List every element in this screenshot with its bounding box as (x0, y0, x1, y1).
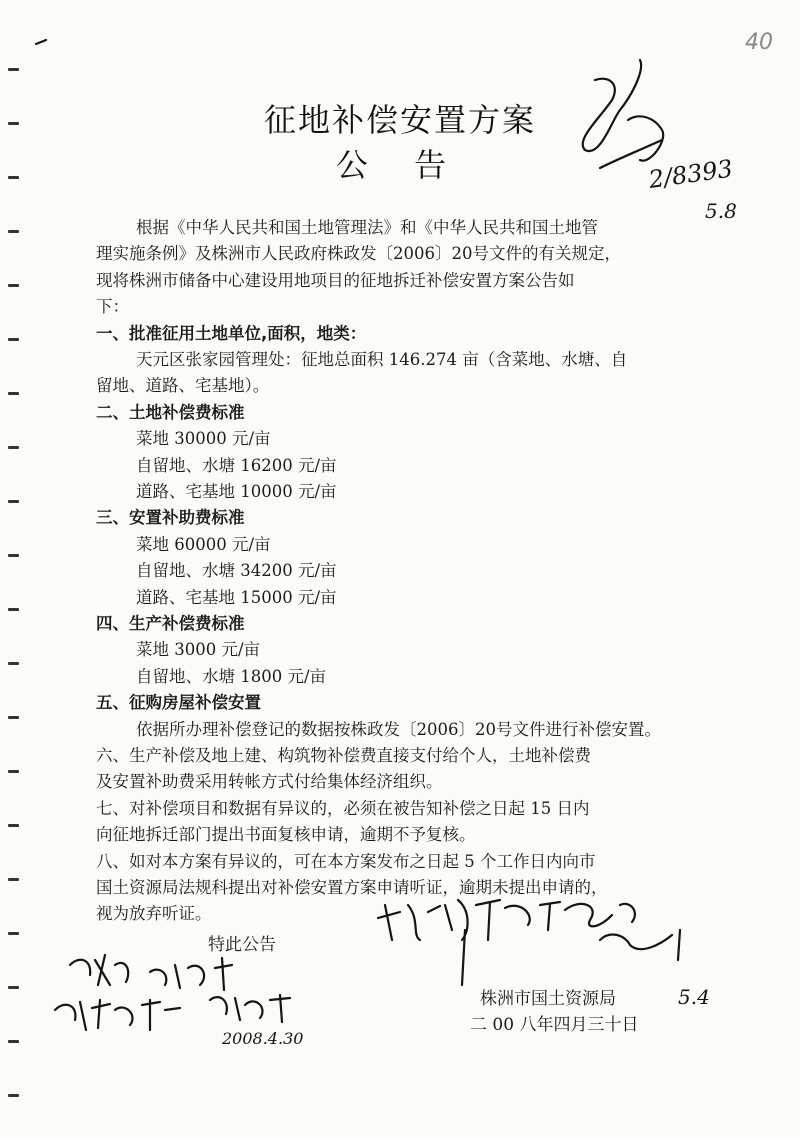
svg-text:2/8393: 2/8393 (646, 154, 735, 194)
body-line: 道路、宅基地 10000 元/亩 (136, 482, 337, 501)
body-line: 理实施条例》及株洲市人民政府株政发〔2006〕20号文件的有关规定， (96, 244, 621, 264)
body-line: 及安置补助费采用转帐方式付给集体经济组织。 (96, 772, 443, 792)
body-line: 现将株洲市储备中心建设用地项目的征地拆迁补偿安置方案公告如 (96, 270, 575, 290)
body-line: 向征地拆迁部门提出书面复核申请，逾期不予复核。 (96, 825, 476, 845)
body-line: 依据所办理补偿登记的数据按株政发〔2006〕20号文件进行补偿安置。 (136, 719, 661, 739)
body-line: 自留地、水塘 16200 元/亩 (136, 455, 337, 475)
body-line: 菜地 30000 元/亩 (136, 429, 271, 449)
document-subtitle: 公 告 (335, 146, 465, 184)
body-line: 自留地、水塘 1800 元/亩 (136, 666, 327, 686)
section-heading: 四、生产补偿费标准 (96, 614, 245, 633)
special-notice: 特此公告 (208, 935, 276, 955)
body-line: 天元区张家园管理处：征地总面积 146.274 亩（含菜地、水塘、自 (136, 350, 628, 369)
body-line: 八、如对本方案有异议的，可在本方案发布之日起 5 个工作日内向市 (96, 851, 596, 871)
body-line: 菜地 3000 元/亩 (136, 640, 261, 660)
body-line: 道路、宅基地 15000 元/亩 (136, 587, 337, 607)
body-line: 七、对补偿项目和数据有异议的，必须在被告知补偿之日起 15 日内 (96, 798, 590, 818)
svg-text:5.4: 5.4 (678, 985, 710, 1009)
body-line: 视为放弃听证。 (96, 904, 212, 924)
body-line: 六、生产补偿及地上建、构筑物补偿费直接支付给个人，土地补偿费 (96, 746, 591, 765)
body-line: 下： (96, 297, 129, 317)
section-heading: 二、土地补偿费标准 (96, 402, 245, 422)
document-title: 征地补偿安置方案 (263, 101, 536, 139)
body-line: 留地、道路、宅基地）。 (96, 376, 270, 396)
section-heading: 五、征购房屋补偿安置 (96, 693, 261, 713)
section-heading: 一、批准征用土地单位,面积，地类： (96, 323, 367, 343)
page-number: 40 (745, 30, 773, 55)
svg-text:5.8: 5.8 (705, 199, 737, 223)
body-line: 国土资源局法规科提出对补偿安置方案申请听证，逾期未提出申请的， (96, 878, 608, 897)
body-line: 菜地 60000 元/亩 (136, 534, 271, 554)
binder-margin-marks (8, 60, 22, 1120)
svg-text:2008.4.30: 2008.4.30 (222, 1029, 304, 1048)
section-heading: 三、安置补助费标准 (96, 508, 245, 528)
side-handwritten-mark (678, 985, 710, 1009)
issuer-name: 株洲市国土资源局 (480, 989, 616, 1009)
body-line: 自留地、水塘 34200 元/亩 (136, 561, 337, 581)
left-signatures (55, 955, 290, 1030)
issue-date: 二 00 八年四月三十日 (470, 1015, 639, 1035)
handwritten-sign-date (221, 1029, 303, 1048)
body-line: 根据《中华人民共和国土地管理法》和《中华人民共和国土地管 (136, 218, 598, 237)
